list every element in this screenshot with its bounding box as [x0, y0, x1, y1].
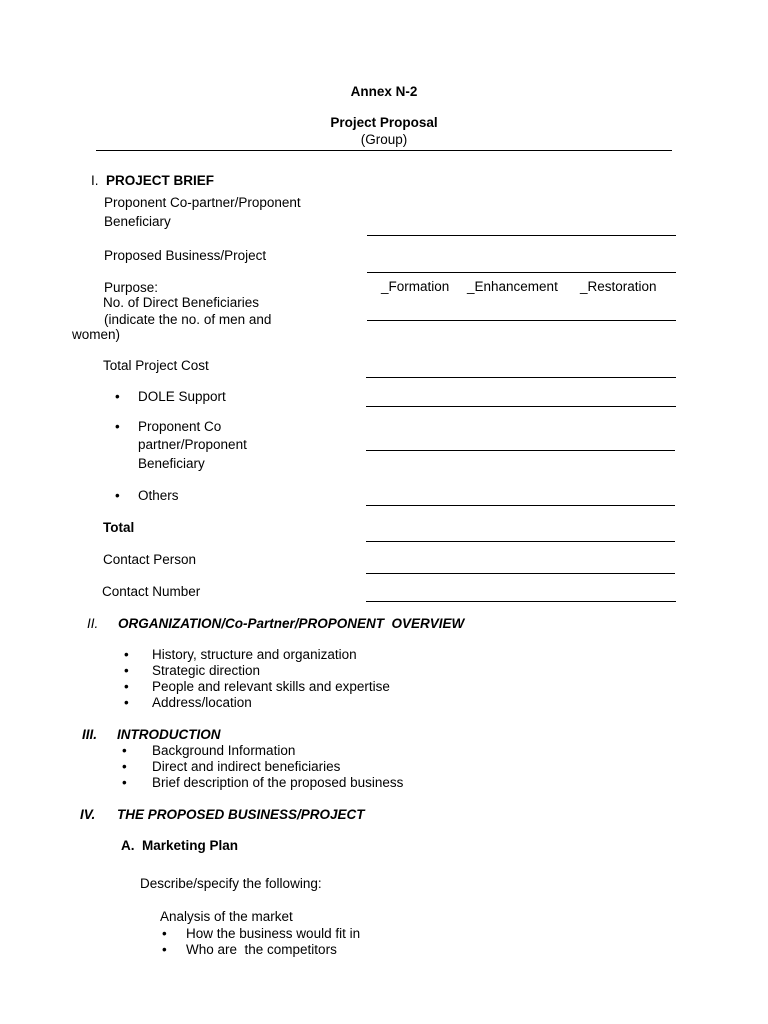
section-3-number: III.: [82, 727, 98, 742]
bullet: •: [124, 663, 129, 678]
co-partner-label-line3: Beneficiary: [138, 456, 205, 471]
bullet: •: [122, 743, 127, 758]
document-title: Project Proposal: [330, 115, 438, 130]
header-divider: [96, 150, 672, 151]
bullet: •: [124, 679, 129, 694]
subsection-a-title: A. Marketing Plan: [121, 838, 239, 853]
section-3-title: INTRODUCTION: [117, 727, 221, 742]
co-partner-label-line1: Proponent Co: [138, 419, 222, 434]
others-field-line[interactable]: [366, 505, 675, 506]
purpose-label: Purpose:: [104, 280, 159, 295]
section-4-title: THE PROPOSED BUSINESS/PROJECT: [117, 807, 365, 822]
describe-text: Describe/specify the following:: [140, 876, 322, 891]
proposed-business-label: Proposed Business/Project: [104, 248, 267, 263]
bullet-co-partner: •: [115, 419, 120, 434]
bullet: •: [122, 759, 127, 774]
total-cost-label: Total Project Cost: [103, 358, 209, 373]
bullet: •: [124, 695, 129, 710]
proponent-label-line1: Proponent Co-partner/Proponent: [104, 195, 301, 210]
contact-number-label: Contact Number: [102, 584, 201, 599]
list-item: Direct and indirect beneficiaries: [152, 759, 341, 774]
purpose-option-restoration[interactable]: _Restoration: [580, 279, 657, 294]
list-item: Background Information: [152, 743, 296, 758]
bullet: •: [122, 775, 127, 790]
section-1-number: I.: [91, 173, 99, 188]
document-subtitle: (Group): [360, 132, 408, 147]
proponent-field-line[interactable]: [367, 235, 676, 236]
list-item: History, structure and organization: [152, 647, 357, 662]
list-item: Brief description of the proposed business: [152, 775, 404, 790]
total-label: Total: [103, 520, 135, 535]
total-cost-field-line[interactable]: [366, 377, 676, 378]
dole-support-field-line[interactable]: [366, 406, 676, 407]
contact-number-field-line[interactable]: [366, 601, 676, 602]
purpose-option-formation[interactable]: _Formation: [381, 279, 450, 294]
list-item: Strategic direction: [152, 663, 261, 678]
beneficiaries-field-line[interactable]: [367, 320, 676, 321]
bullet-others: •: [115, 488, 120, 503]
bullet-dole: •: [115, 389, 120, 404]
annex-label: Annex N-2: [350, 84, 418, 99]
proponent-label-line2: Beneficiary: [104, 214, 171, 229]
section-4-number: IV.: [80, 807, 96, 822]
section-1-title: PROJECT BRIEF: [106, 173, 215, 188]
list-item: Who are the competitors: [186, 942, 337, 957]
proposed-business-field-line[interactable]: [367, 272, 676, 273]
list-item: People and relevant skills and expertise: [152, 679, 390, 694]
bullet: •: [162, 926, 167, 941]
co-partner-label-line2: partner/Proponent: [138, 437, 247, 452]
section-2-number: II.: [87, 616, 99, 631]
list-item: How the business would fit in: [186, 926, 361, 941]
analysis-label: Analysis of the market: [160, 909, 293, 924]
others-label: Others: [138, 488, 179, 503]
beneficiaries-label-line2: (indicate the no. of men and: [104, 312, 272, 327]
bullet: •: [124, 647, 129, 662]
list-item: Address/location: [152, 695, 252, 710]
contact-person-field-line[interactable]: [366, 573, 675, 574]
dole-support-label: DOLE Support: [138, 389, 226, 404]
total-field-line[interactable]: [366, 541, 675, 542]
contact-person-label: Contact Person: [103, 552, 197, 567]
beneficiaries-label-line3: women): [72, 327, 121, 342]
section-2-title: ORGANIZATION/Co-Partner/PROPONENT OVERVIEW: [118, 616, 465, 631]
bullet: •: [162, 942, 167, 957]
co-partner-field-line[interactable]: [366, 450, 675, 451]
beneficiaries-label-line1: No. of Direct Beneficiaries: [103, 295, 260, 310]
purpose-option-enhancement[interactable]: _Enhancement: [467, 279, 558, 294]
